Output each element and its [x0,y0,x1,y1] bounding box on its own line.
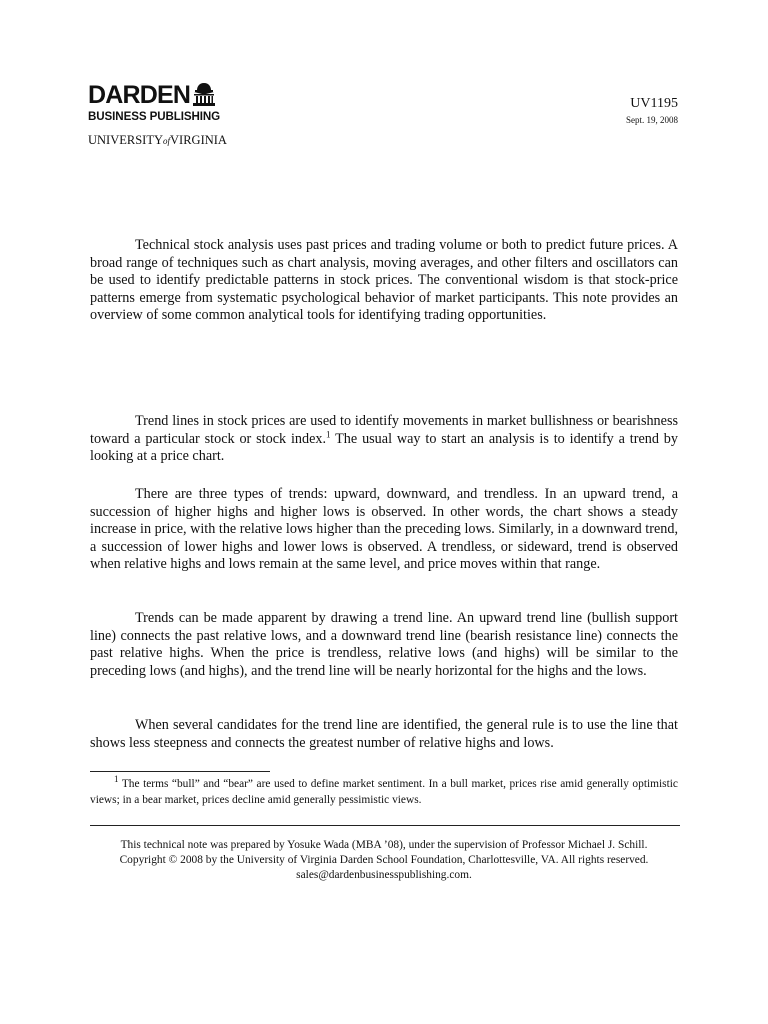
credits-line-2: Copyright © 2008 by the University of Virginia Darden School Foundation, Charlottesville, VA. All rights reserved. [119,854,649,867]
document-code: UV1195 [630,96,678,111]
footnote-number: 1 [114,774,119,785]
logo-university-of: of [163,136,171,146]
footnote [90,774,678,808]
footnote-divider [90,771,270,772]
logo-university [88,133,228,148]
footnote-ref: 1 [326,428,331,439]
credits-block [80,838,688,884]
logo-business-publishing: BUSINESS PUBLISHING [88,110,221,123]
darden-logo [88,82,228,148]
logo-university-prefix: UNIVERSITY [88,133,163,147]
logo-university-suffix: VIRGINIA [170,133,227,147]
paragraph-trend-lines-part2: The usual way to start an analysis is to identify a trend by looking at a price chart. [90,430,678,465]
footer-divider [90,825,680,826]
logo-top-row [88,82,228,108]
paragraph-drawing-trend-lines: Trends can be made apparent by drawing a trend line. An upward trend line (bullish support line) connects the past relative lows, and a downward trend line (bearish resistance line) connects the past relative highs. When the price is trendless, relative lows (and highs) will be similar to the preceding lows (and highs), and the trend line will be nearly horizontal for the highs and the lows. [90,610,678,679]
paragraph-general-rule: When several candidates for the trend line are identified, the general rule is to use the line that shows less steepness and connects the greatest number of relative highs and lows. [90,717,678,751]
paragraph-trend-lines [90,413,678,466]
rotunda-icon [193,82,215,106]
logo-darden-text: DARDEN [88,81,191,109]
credits-email: sales@dardenbusinesspublishing.com. [296,869,472,882]
footnote-text: The terms “bull” and “bear” are used to define market sentiment. In a bull market, prices rise amid generally optimistic views; in a bear market, prices decline amid generally pessimistic views. [90,778,678,806]
paragraph-intro: Technical stock analysis uses past prices and trading volume or both to predict future prices. A broad range of techniques such as chart analysis, moving averages, and other filters and oscillators can be used to identify predictable patterns in stock prices. The conventional wisdom is that stock-price patterns emerge from systematic psychological behavior of market participants. This note provides an overview of some common analytical tools for identifying trading opportunities. [90,237,678,324]
paragraph-trend-lines-part1: Trend lines in stock prices are used to identify movements in market bullishness or bearishness toward a particular stock or stock index. [90,413,678,447]
paragraph-trend-types: There are three types of trends: upward, downward, and trendless. In an upward trend, a succession of higher highs and higher lows is observed. In other words, the chart shows a steady increase in price, with the relative lows higher than the preceding lows. Similarly, in a downward trend, a succession of lower highs and lower lows is observed. A trendless, or sideward, trend is observed when relative highs and lows remain at the same level, and price moves within that range. [90,486,678,573]
credits-line-1: This technical note was prepared by Yosuke Wada (MBA ’08), under the supervision of Professor Michael J. Schill. [120,839,648,851]
document-date: Sept. 19, 2008 [625,115,678,125]
document-id-block [626,96,678,126]
